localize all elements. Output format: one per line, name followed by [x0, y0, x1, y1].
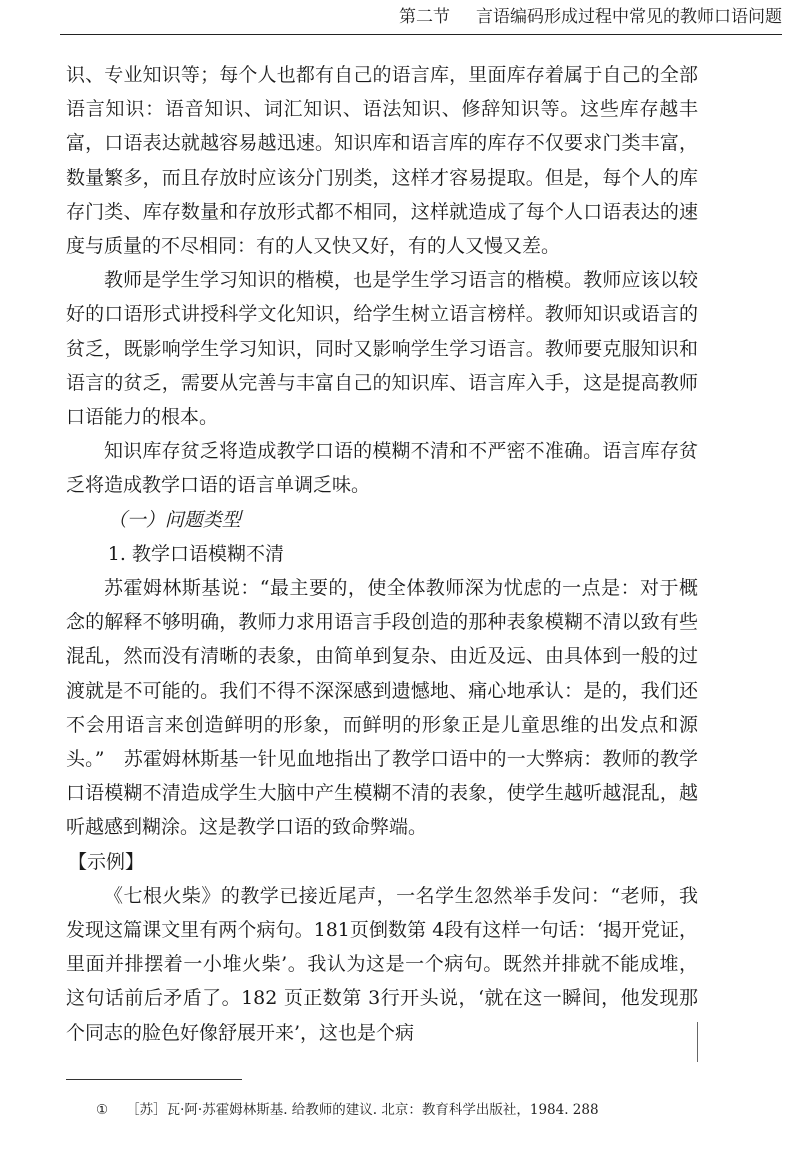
paragraph-example: 《七根火柴》的教学已接近尾声，一名学生忽然举手发问：“老师，我发现这篇课文里有两个病句。181页倒数第 4段有这样一句话：‘揭开党证，里面并排摆着一小堆火柴’。我认为这是一个病句。既然并排就不能成堆，这句话前后矛盾了。182 页正数第 3行开头说，‘就在这一瞬间，他发现那个同志的脸色好像舒展开来’，这也是个病 [66, 884, 698, 1044]
margin-rule [697, 1022, 698, 1062]
footnote-marker: ① [96, 1102, 109, 1118]
paragraph-sukhomlinsky-quote: 苏霍姆林斯基说：“最主要的，使全体教师深为忧虑的一点是：对于概念的解释不够明确，教师力求用语言手段创造的那种表象模糊不清以致有些混乱，然而没有清晰的表象，由简单到复杂、由近及远、由具体到一般的过渡就是不可能的。我们不得不深深感到遗憾地、痛心地承认：是的，我们还不会用语言来创造鲜明的形象，而鲜明的形象正是儿童思维的出发点和源头。” 苏霍姆林斯基一针见血地指出了教学口语中的一大弊病：教师的教学口语模糊不清造成学生大脑中产生模糊不清的表象，使学生越听越混乱，越听越感到糊涂。这是教学口语的致命弊端。 [66, 577, 698, 839]
running-header [60, 4, 782, 35]
footnote-divider [66, 1079, 242, 1080]
paragraph-storage-deficit: 知识库存贫乏将造成教学口语的模糊不清和不严密不准确。语言库存贫乏将造成教学口语的语言单调乏味。 [66, 440, 698, 497]
heading-vague-speech: 1. 教学口语模糊不清 [107, 542, 284, 565]
footnote-citation: ［苏］瓦·阿·苏霍姆林斯基. 给教师的建议. 北京：教育科学出版社，1984. 288 [126, 1102, 599, 1118]
section-title: 言语编码形成过程中常见的教师口语问题 [476, 7, 782, 27]
paragraph-teacher-model: 教师是学生学习知识的楷模，也是学生学习语言的楷模。教师应该以较好的口语形式讲授科学文化知识，给学生树立语言榜样。教师知识或语言的贫乏，既影响学生学习知识，同时又影响学生学习语言。教师要克服知识和语言的贫乏，需要从完善与丰富自己的知识库、语言库入手，这是提高教师口语能力的根本。 [66, 269, 698, 429]
section-number: 第二节 [399, 7, 450, 27]
body-text [66, 58, 698, 1050]
footnote [96, 1100, 716, 1120]
example-label: 【示例】 [68, 850, 145, 873]
paragraph-knowledge-storage: 识、专业知识等；每个人也都有自己的语言库，里面库存着属于自己的全部语言知识：语音知识、词汇知识、语法知识、修辞知识等。这些库存越丰富，口语表达就越容易越迅速。知识库和语言库的库存不仅要求门类丰富，数量繁多，而且存放时应该分门别类，这样才容易提取。但是，每个人的库存门类、库存数量和存放形式都不相同，这样就造成了每个人口语表达的速度与质量的不尽相同：有的人又快又好，有的人又慢又差。 [66, 64, 698, 258]
heading-problem-types: （一）问题类型 [107, 508, 241, 531]
